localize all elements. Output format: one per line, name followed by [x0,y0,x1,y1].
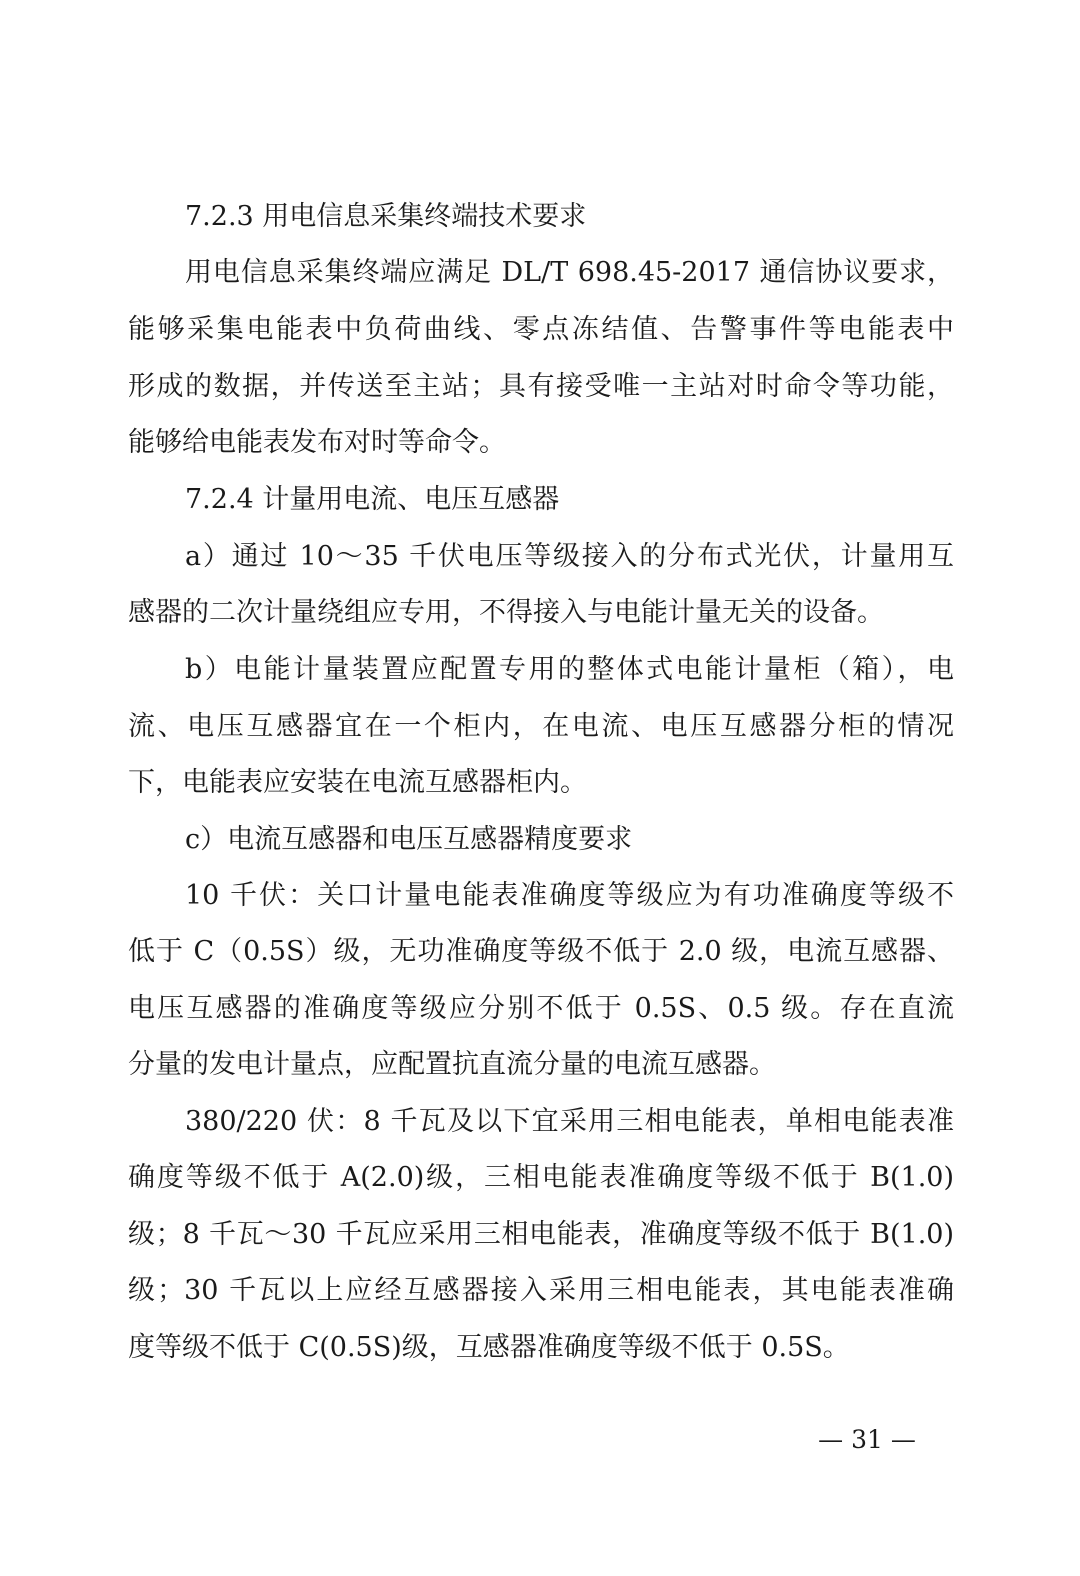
section-heading-7-2-4: 7.2.4 计量用电流、电压互感器 [185,484,560,515]
paragraph-line: 能够给电能表发布对时等命令。 [128,427,506,458]
paragraph-line: 度等级不低于 C(0.5S)级，互感器准确度等级不低于 0.5S。 [128,1332,850,1363]
paragraph-line: 低于 C（0.5S）级，无功准确度等级不低于 2.0 级，电流互感器、 [128,936,954,967]
paragraph-line: 流、电压互感器宜在一个柜内，在电流、电压互感器分柜的情况 [128,711,954,742]
paragraph-line: b）电能计量装置应配置专用的整体式电能计量柜（箱），电 [185,654,954,685]
paragraph-line: 用电信息采集终端应满足 DL/T 698.45-2017 通信协议要求， [185,257,954,288]
paragraph-line: 分量的发电计量点，应配置抗直流分量的电流互感器。 [128,1049,776,1080]
paragraph-line: 级；8 千瓦～30 千瓦应采用三相电能表，准确度等级不低于 B(1.0) [128,1219,954,1250]
paragraph-line: 确度等级不低于 A(2.0)级，三相电能表准确度等级不低于 B(1.0) [128,1162,954,1193]
page-number: — 31 — [818,1425,916,1454]
paragraph-line: 10 千伏：关口计量电能表准确度等级应为有功准确度等级不 [185,880,954,911]
subheading-accuracy: c）电流互感器和电压互感器精度要求 [185,824,633,855]
paragraph-line: 形成的数据，并传送至主站；具有接受唯一主站对时命令等功能， [128,371,954,402]
paragraph-line: 电压互感器的准确度等级应分别不低于 0.5S、0.5 级。存在直流 [128,993,954,1024]
paragraph-line: 380/220 伏：8 千瓦及以下宜采用三相电能表，单相电能表准 [185,1106,954,1137]
paragraph-line: 下，电能表应安装在电流互感器柜内。 [128,767,587,798]
paragraph-line: a）通过 10～35 千伏电压等级接入的分布式光伏，计量用互 [185,541,954,572]
paragraph-line: 感器的二次计量绕组应专用，不得接入与电能计量无关的设备。 [128,597,884,628]
paragraph-line: 级；30 千瓦以上应经互感器接入采用三相电能表，其电能表准确 [128,1275,954,1306]
section-heading-7-2-3: 7.2.3 用电信息采集终端技术要求 [185,201,587,232]
paragraph-line: 能够采集电能表中负荷曲线、零点冻结值、告警事件等电能表中 [128,314,954,345]
